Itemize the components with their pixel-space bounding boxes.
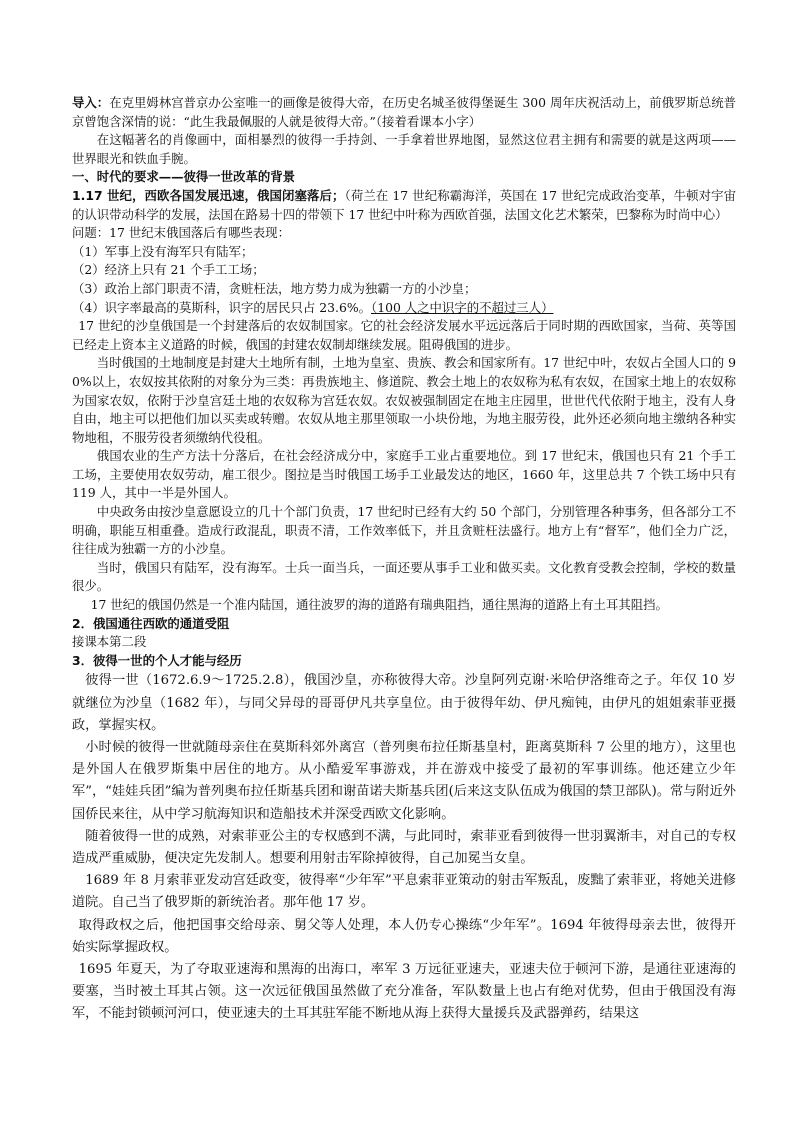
item4-text: （4）识字率最高的莫斯科，识字的居民只占 23.6%。 [72,299,371,315]
subsection-1-text: （荷兰在 17 世纪称霸海洋，英国在 17 世纪完成政治变革，牛顿对宇宙的认识带动科学的发展，法国在路易十四的带领下 17 世纪中叶称为西欧首强，法国文化艺术繁荣，巴黎称为时尚中心） [72,187,736,222]
intro-paragraph-2: 在这幅著名的肖像画中，面相暴烈的彼得一手持剑、一手拿着世界地图，显然这位君主拥有和需要的就是这两项——世界眼光和铁血手腕。 [72,132,736,166]
subsection-1-title: 1.17 世纪，西欧各国发展迅速，俄国闭塞落后； [72,187,345,203]
subsection-1 [72,187,736,224]
body-paragraph: 当时俄国的土地制度是封建大土地所有制，土地为皇室、贵族、教会和国家所有。17 世纪中叶，农奴占全国人口的 90%以上，农奴按其依附的对象分为三类：再贵族地主、修道院、教会土地上的农奴称为私有农奴，在国家土地上的农奴称为国家农奴，依附于沙皇宫廷土地的农奴称为宫廷农奴。农奴被强制固定在地主庄园里，世世代代依附于地主，没有人身自由，地主可以把他们加以买卖或转赠。农奴从地主那里领取一小块份地，为地主服劳役，此外还必须向地主缴纳各种实物地租，不服劳役者须缴纳代役租。 [72,355,736,445]
section-title: 一、时代的要求——彼得一世改革的背景 [72,169,296,185]
list-item: （1）军事上没有海军只有陆军； [72,243,254,259]
body-paragraph: 17 世纪的俄国仍然是一个准内陆国，通往波罗的海的道路有瑞典阻挡，通往黑海的道路上有土耳其阻挡。 [90,597,668,613]
body-paragraph: 中央政务由按沙皇意愿设立的几十个部门负责，17 世纪时已经有大约 50 个部门，分别管理各种事务，但各部分工不明确，职能互相重叠。造成行政混乱，职责不清，工作效率低下，并且贪赃枉法盛行。地方上有“督军”，他们全力广泛，往往成为独霸一方的小沙皇。 [72,504,736,557]
subsection-2-text: 接课本第二段 [72,634,147,650]
bio-paragraph: 彼得一世（1672.6.9～1725.2.8），俄国沙皇，亦称彼得大帝。沙皇阿列克谢·米哈伊洛维奇之子。年仅 10 岁就继位为沙皇（1682 年），与同父异母的哥哥伊凡共享皇位。由于彼得年幼、伊凡痴钝，由伊凡的姐姐索菲亚摄政，掌握实权。 [72,673,736,733]
bio-paragraph: 1695 年夏天，为了夺取亚速海和黑海的出海口，率军 3 万远征亚速夫，亚速夫位于顿河下游，是通往亚速海的要塞，当时被土耳其占领。这一次远征俄国虽然做了充分准备，军队数量上也占有绝对优势，但由于俄国没有海军，不能封锁顿河河口，使亚速夫的土耳其驻军能不断地从海上获得大量援兵及武器弹药，结果这 [72,962,736,1022]
list-item [72,299,736,318]
subsection-3-title: 3．彼得一世的个人才能与经历 [72,652,242,668]
bio-paragraph: 小时候的彼得一世就随母亲住在莫斯科郊外离宫（普列奥布拉任斯基皇村，距离莫斯科 7 公里的地方），这里也是外国人在俄罗斯集中居住的地方。从小酷爱军事游戏，并在游戏中接受了最初的军事训练。他还建立少年军”，“娃娃兵团”编为普列奥布拉任斯基兵团和谢苗诺夫斯基兵团(后来这支队伍成为俄国的禁卫部队)。常与附近外国侨民来往，从中学习航海知识和造船技术并深受西欧文化影响。 [72,740,736,822]
list-item: （2）经济上只有 21 个手工工场； [72,262,265,278]
item4-underlined: （100 人之中识字的不超过三人） [371,299,554,315]
body-paragraph: 当时，俄国只有陆军，没有海军。士兵一面当兵，一面还要从事手工业和做买卖。文化教育受教会控制，学校的数量很少。 [72,559,736,594]
intro-paragraph [72,94,736,131]
subsection-2-title: 2．俄国通往西欧的通道受阻 [72,615,230,631]
bio-paragraph: 取得政权之后，他把国事交给母亲、舅父等人处理，本人仍专心操练“少年军”。1694 年彼得母亲去世，彼得开始实际掌握政权。 [72,917,736,955]
bio-paragraph: 随着彼得一世的成熟，对索菲亚公主的专权感到不满，与此同时，索菲亚看到彼得一世羽翼渐丰，对自己的专权造成严重威胁，便决定先发制人。想要利用射击军除掉彼得，自己加冕当女皇。 [72,828,736,867]
intro-label: 导入： [72,95,110,110]
bio-paragraph: 1689 年 8 月索菲亚发动宫廷政变，彼得率“少年军”平息索菲亚策动的射击军叛乱，废黜了索菲亚，将她关进修道院。自己当了俄罗斯的新统治者。那年他 17 岁。 [72,873,736,911]
body-paragraph: 俄国农业的生产方法十分落后，在社会经济成分中，家庭手工业占重要地位。到 17 世纪末，俄国也只有 21 个手工工场，主要使用农奴劳动，雇工很少。图拉是当时俄国工场手工业最发达的地区，1660 年，这里总共 7 个铁工场中只有 119 人，其中一半是外国人。 [72,448,736,501]
body-paragraph: 17 世纪的沙皇俄国是一个封建落后的农奴制国家。它的社会经济发展水平远远落后于同时期的西欧国家，当荷、英等国已经走上资本主义道路的时候，俄国的封建农奴制却继续发展。阻碍俄国的进步。 [72,318,736,352]
intro-text: 在克里姆林宫普京办公室唯一的画像是彼得大帝，在历史名城圣彼得堡诞生 300 周年庆祝活动上，前俄罗斯总统普京曾饱含深情的说：“此生我最佩服的人就是彼得大帝。”（接着看课本小字） [72,95,737,129]
question-line: 问题：17 世纪末俄国落后有哪些表现： [72,225,290,241]
list-item: （3）政治上部门职责不清，贪赃枉法，地方势力成为独霸一方的小沙皇； [72,280,477,296]
document-page [72,94,736,1026]
